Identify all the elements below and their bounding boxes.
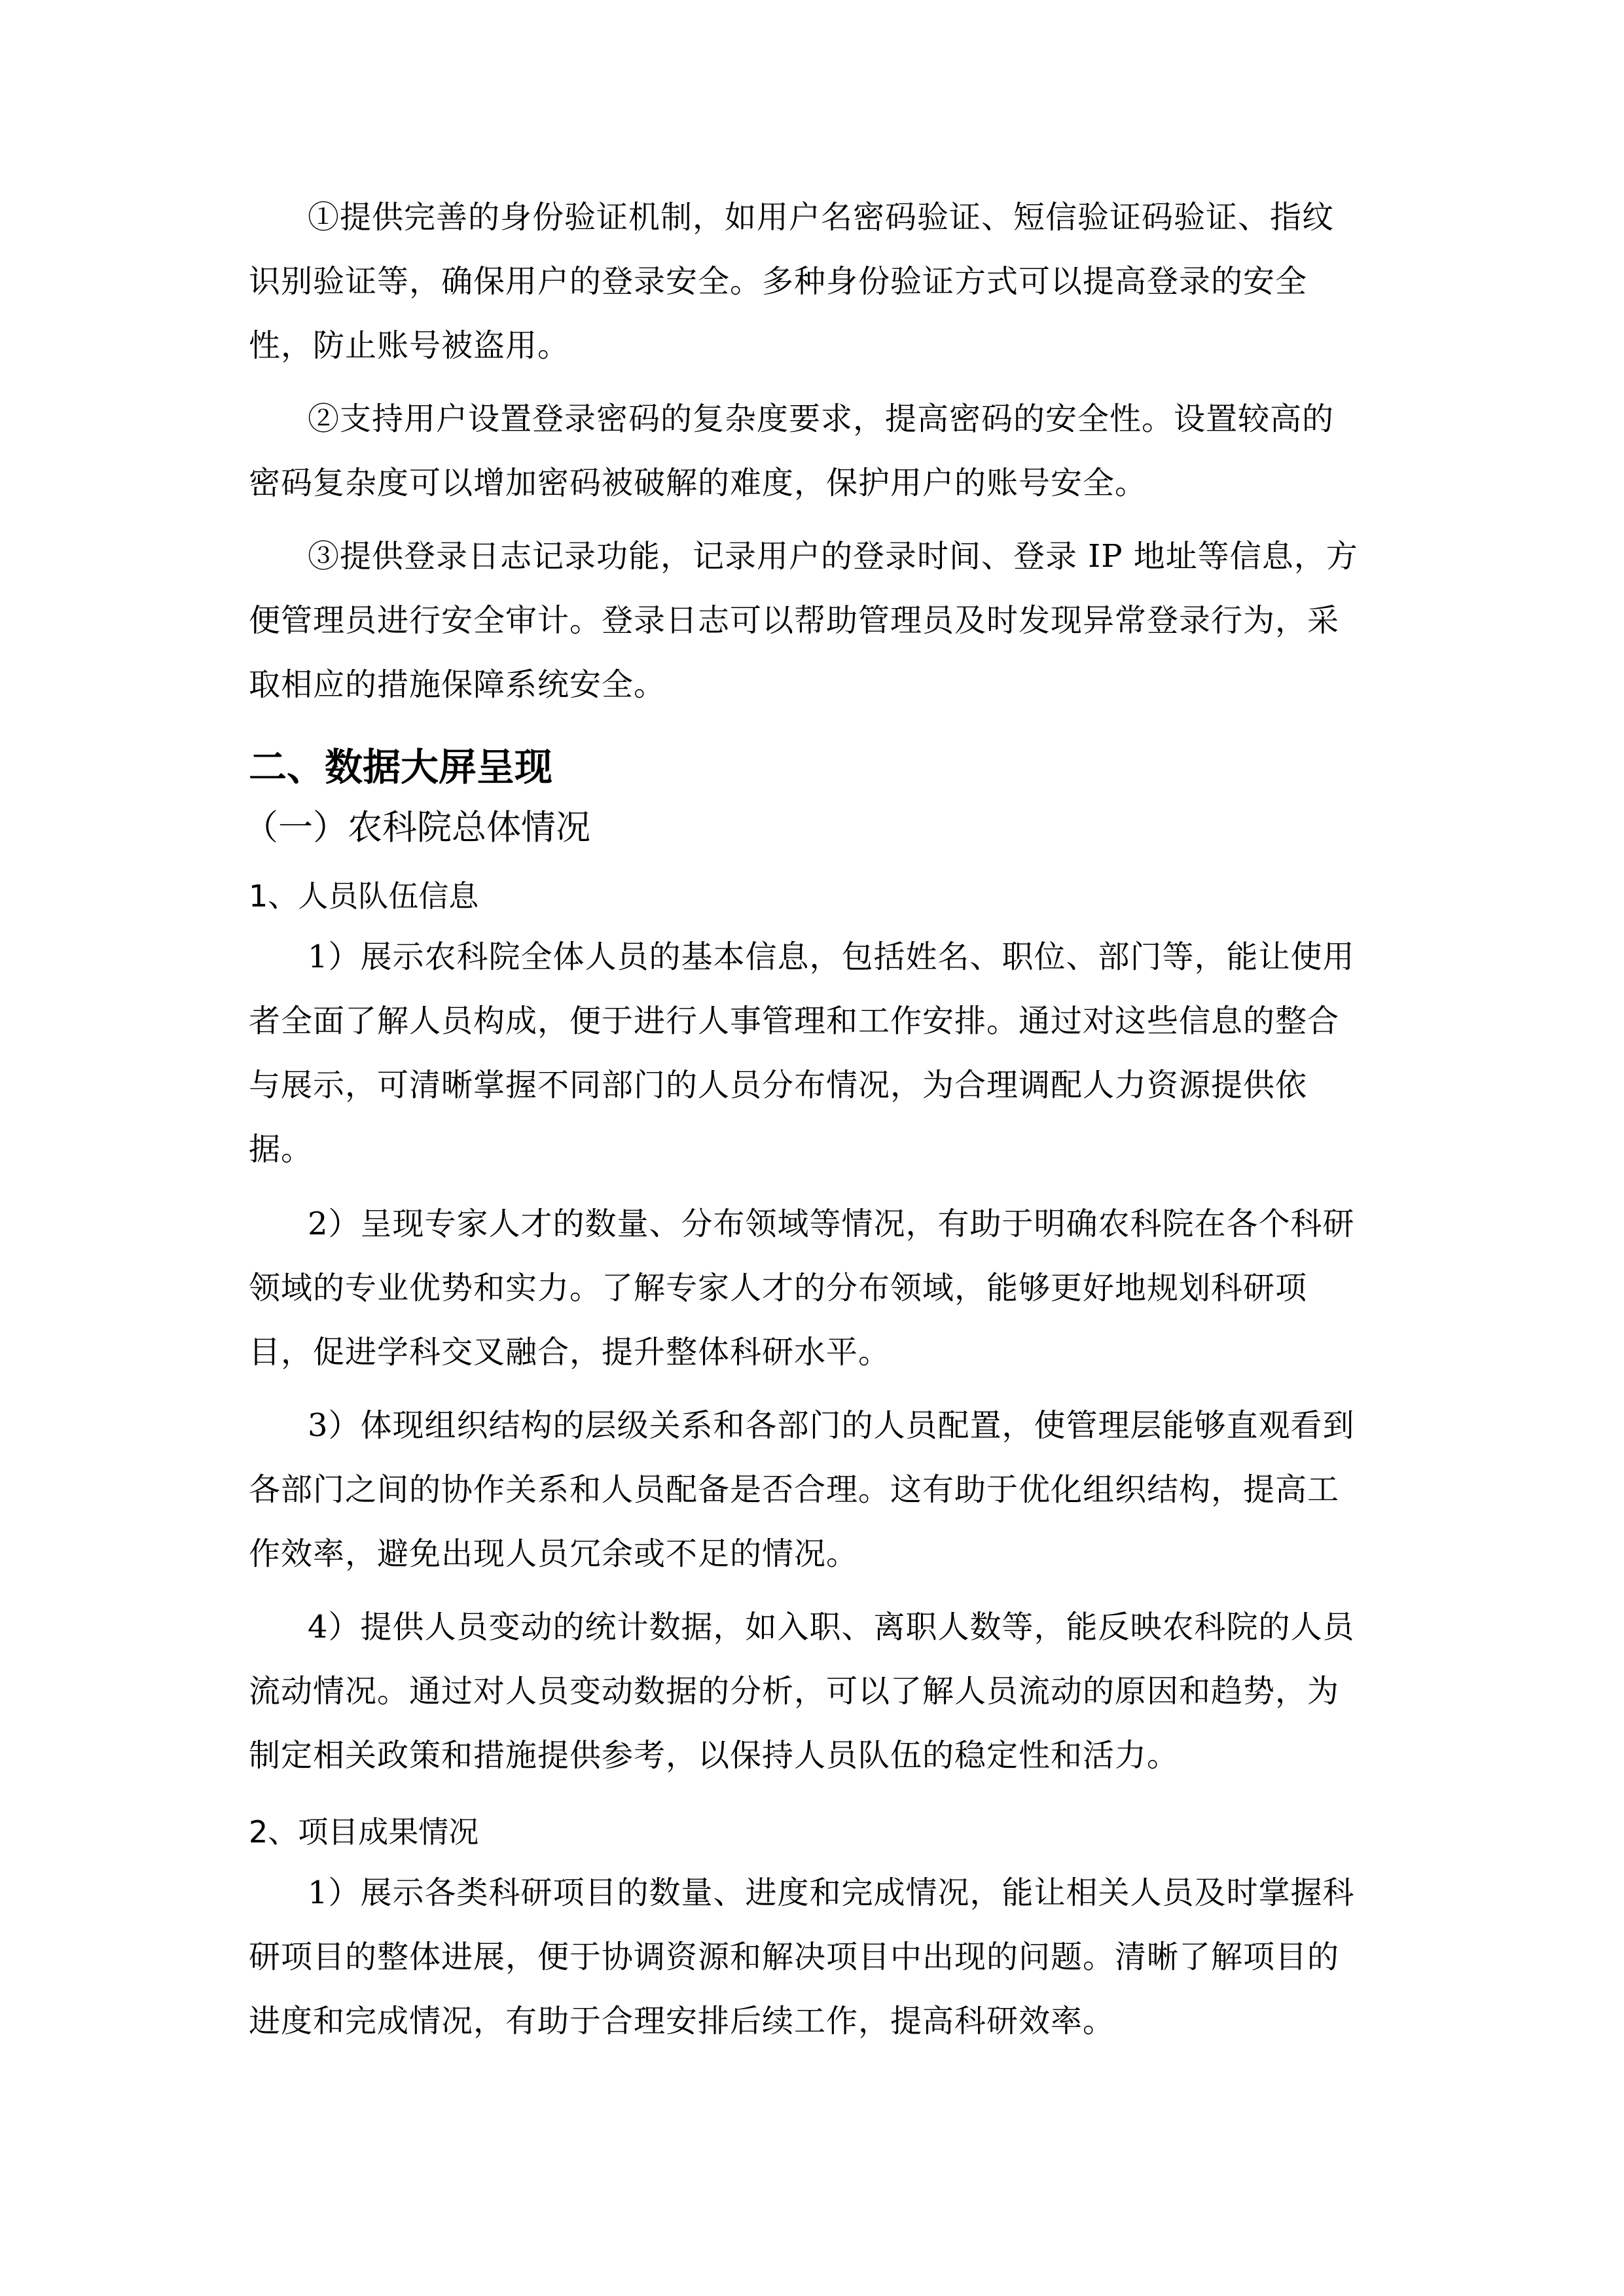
subsection-heading: （一）农科院总体情况: [244, 808, 590, 848]
text-line: 进度和完成情况，有助于合理安排后续工作，提高科研效率。: [249, 2003, 1115, 2039]
text-line: ②支持用户设置登录密码的复杂度要求，提高密码的安全性。设置较高的: [308, 401, 1335, 437]
text-line: 1）展示农科院全体人员的基本信息，包括姓名、职位、部门等，能让使用: [308, 939, 1355, 975]
section-heading: 二、数据大屏呈现: [249, 745, 553, 789]
text-line: 领域的专业优势和实力。了解专家人才的分布领域，能够更好地规划科研项: [249, 1270, 1308, 1306]
text-line: 者全面了解人员构成，便于进行人事管理和工作安排。通过对这些信息的整合: [249, 1003, 1340, 1039]
topic-heading-personnel: 1、人员队伍信息: [249, 878, 479, 914]
text-line: 1）展示各类科研项目的数量、进度和完成情况，能让相关人员及时掌握科: [308, 1874, 1355, 1911]
text-line: 密码复杂度可以增加密码被破解的难度，保护用户的账号安全。: [249, 465, 1147, 501]
text-line: 作效率，避免出现人员冗余或不足的情况。: [249, 1535, 859, 1572]
text-line: 目，促进学科交叉融合，提升整体科研水平。: [249, 1334, 891, 1371]
text-line: 制定相关政策和措施提供参考，以保持人员队伍的稳定性和活力。: [249, 1737, 1180, 1774]
text-line: 识别验证等，确保用户的登录安全。多种身份验证方式可以提高登录的安全: [249, 263, 1308, 300]
text-line: 据。: [249, 1131, 314, 1168]
text-line: 性，防止账号被盗用。: [249, 327, 570, 364]
text-line: 4）提供人员变动的统计数据，如入职、离职人数等，能反映农科院的人员: [308, 1609, 1355, 1645]
text-line: ③提供登录日志记录功能，记录用户的登录时间、登录 IP 地址等信息，方: [308, 538, 1358, 575]
text-line: 3）体现组织结构的层级关系和各部门的人员配置，使管理层能够直观看到: [308, 1407, 1355, 1444]
text-line: 与展示，可清晰掌握不同部门的人员分布情况，为合理调配人力资源提供依: [249, 1067, 1308, 1103]
text-line: 取相应的措施保障系统安全。: [249, 666, 666, 703]
text-line: 2）呈现专家人才的数量、分布领域等情况，有助于明确农科院在各个科研: [308, 1206, 1355, 1242]
text-line: 各部门之间的协作关系和人员配备是否合理。这有助于优化组织结构，提高工: [249, 1471, 1340, 1508]
text-line: 流动情况。通过对人员变动数据的分析，可以了解人员流动的原因和趋势，为: [249, 1673, 1340, 1710]
topic-heading-projects: 2、项目成果情况: [249, 1814, 479, 1850]
text-line: ①提供完善的身份验证机制，如用户名密码验证、短信验证码验证、指纹: [308, 199, 1335, 236]
text-line: 便管理员进行安全审计。登录日志可以帮助管理员及时发现异常登录行为，采: [249, 602, 1340, 639]
text-line: 研项目的整体进展，便于协调资源和解决项目中出现的问题。清晰了解项目的: [249, 1939, 1340, 1975]
